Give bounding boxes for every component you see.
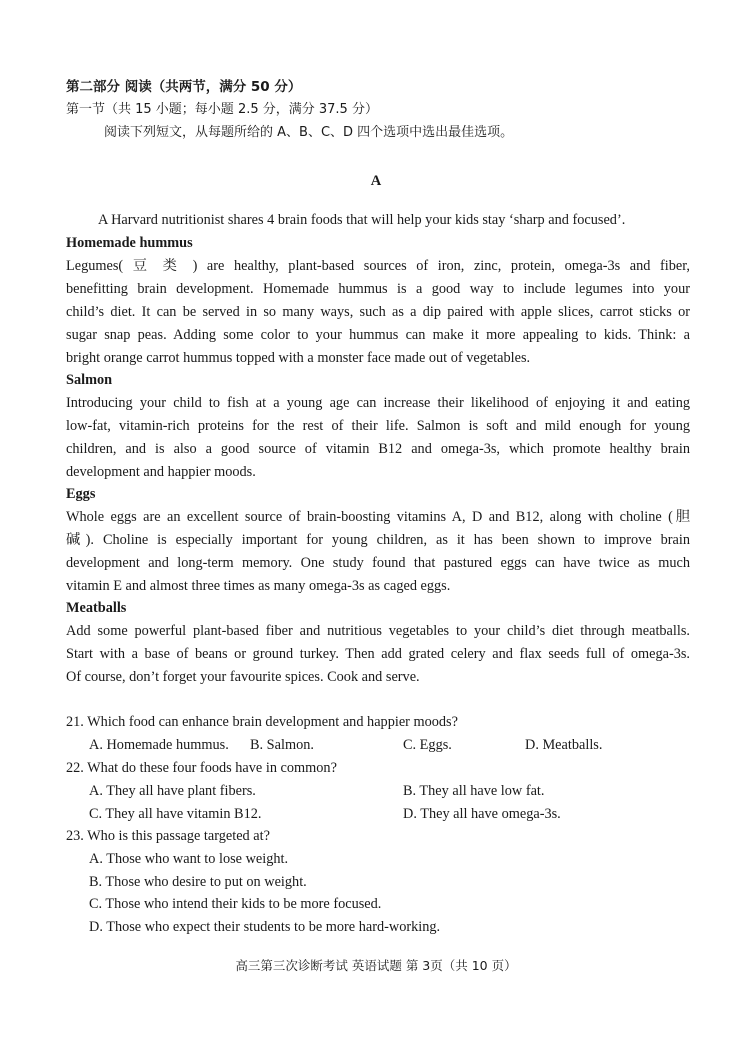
question-21-stem: 21. Which food can enhance brain development and happier moods? [66, 714, 458, 730]
option-21-a[interactable]: A. Homemade hummus. [89, 737, 229, 753]
paragraph-line: sugar snap peas. Adding some color to your hummus can make it more appealing to kids. Think: a [66, 327, 690, 343]
option-23-c[interactable]: C. Those who intend their kids to be more focused. [89, 896, 382, 912]
paragraph-line: vitamin E and almost three times as many omega-3s as caged eggs. [66, 578, 451, 594]
paragraph-line: Start with a base of beans or ground turkey. Then add grated celery and flax seeds full of omega-3s. [66, 646, 690, 662]
paragraph-line: children, and is also a good source of vitamin B12 and omega-3s, which promote healthy brain [66, 441, 690, 457]
part-title: 第二部分 阅读（共两节，满分 50 分） [66, 79, 302, 95]
section-heading-meatballs: Meatballs [66, 600, 127, 616]
section-heading-eggs: Eggs [66, 486, 96, 502]
option-22-b[interactable]: B. They all have low fat. [403, 783, 545, 799]
paragraph-line: 碱). Choline is especially important for young children, as it has been shown to improve brain [66, 532, 690, 548]
paragraph-line: benefitting brain development. Homemade hummus is a good way to include legumes into your [66, 281, 690, 297]
option-23-b[interactable]: B. Those who desire to put on weight. [89, 874, 307, 890]
option-21-d[interactable]: D. Meatballs. [525, 737, 603, 753]
option-22-c[interactable]: C. They all have vitamin B12. [89, 806, 262, 822]
paragraph-line: Of course, don’t forget your favourite spices. Cook and serve. [66, 669, 420, 685]
option-22-a[interactable]: A. They all have plant fibers. [89, 783, 256, 799]
question-22-stem: 22. What do these four foods have in common? [66, 760, 337, 776]
section-heading-hummus: Homemade hummus [66, 235, 193, 251]
paragraph-line: Introducing your child to fish at a young age can increase their likelihood of enjoying it and eating [66, 395, 690, 411]
paragraph-line: Legumes( 豆 类 ) are healthy, plant-based sources of iron, zinc, protein, omega-3s and fiber, [66, 258, 690, 274]
instruction: 阅读下列短文，从每题所给的 A、B、C、D 四个选项中选出最佳选项。 [104, 125, 514, 140]
option-22-d[interactable]: D. They all have omega-3s. [403, 806, 561, 822]
section-heading-salmon: Salmon [66, 372, 113, 388]
paragraph-line: Add some powerful plant-based fiber and nutritious vegetables to your child’s diet through meatballs. [66, 623, 690, 639]
option-23-a[interactable]: A. Those who want to lose weight. [89, 851, 289, 867]
passage-intro: A Harvard nutritionist shares 4 brain foods that will help your kids stay ‘sharp and focused’. [98, 212, 626, 228]
paragraph-line: bright orange carrot hummus topped with a monster face made out of vegetables. [66, 350, 531, 366]
paragraph-line: development and long-term memory. One study found that pastured eggs can have twice as much [66, 555, 690, 571]
paragraph-line: child’s diet. It can be served in so many ways, such as a dip paired with apple slices, carrot sticks or [66, 304, 690, 320]
paragraph-line: development and happier moods. [66, 464, 256, 480]
page-footer: 高三第三次诊断考试 英语试题 第 3页（共 10 页） [235, 958, 517, 973]
option-21-c[interactable]: C. Eggs. [403, 737, 452, 753]
section-title: 第一节（共 15 小题；每小题 2.5 分，满分 37.5 分） [66, 102, 378, 117]
paragraph-line: low-fat, vitamin-rich proteins for the rest of their life. Salmon is soft and mild enough for young [66, 418, 690, 434]
option-23-d[interactable]: D. Those who expect their students to be more hard-working. [89, 919, 441, 935]
option-21-b[interactable]: B. Salmon. [250, 737, 314, 753]
paragraph-line: Whole eggs are an excellent source of brain-boosting vitamins A, D and B12, along with choline (胆 [66, 509, 690, 525]
question-23-stem: 23. Who is this passage targeted at? [66, 828, 270, 844]
passage-label: A [370, 173, 382, 189]
